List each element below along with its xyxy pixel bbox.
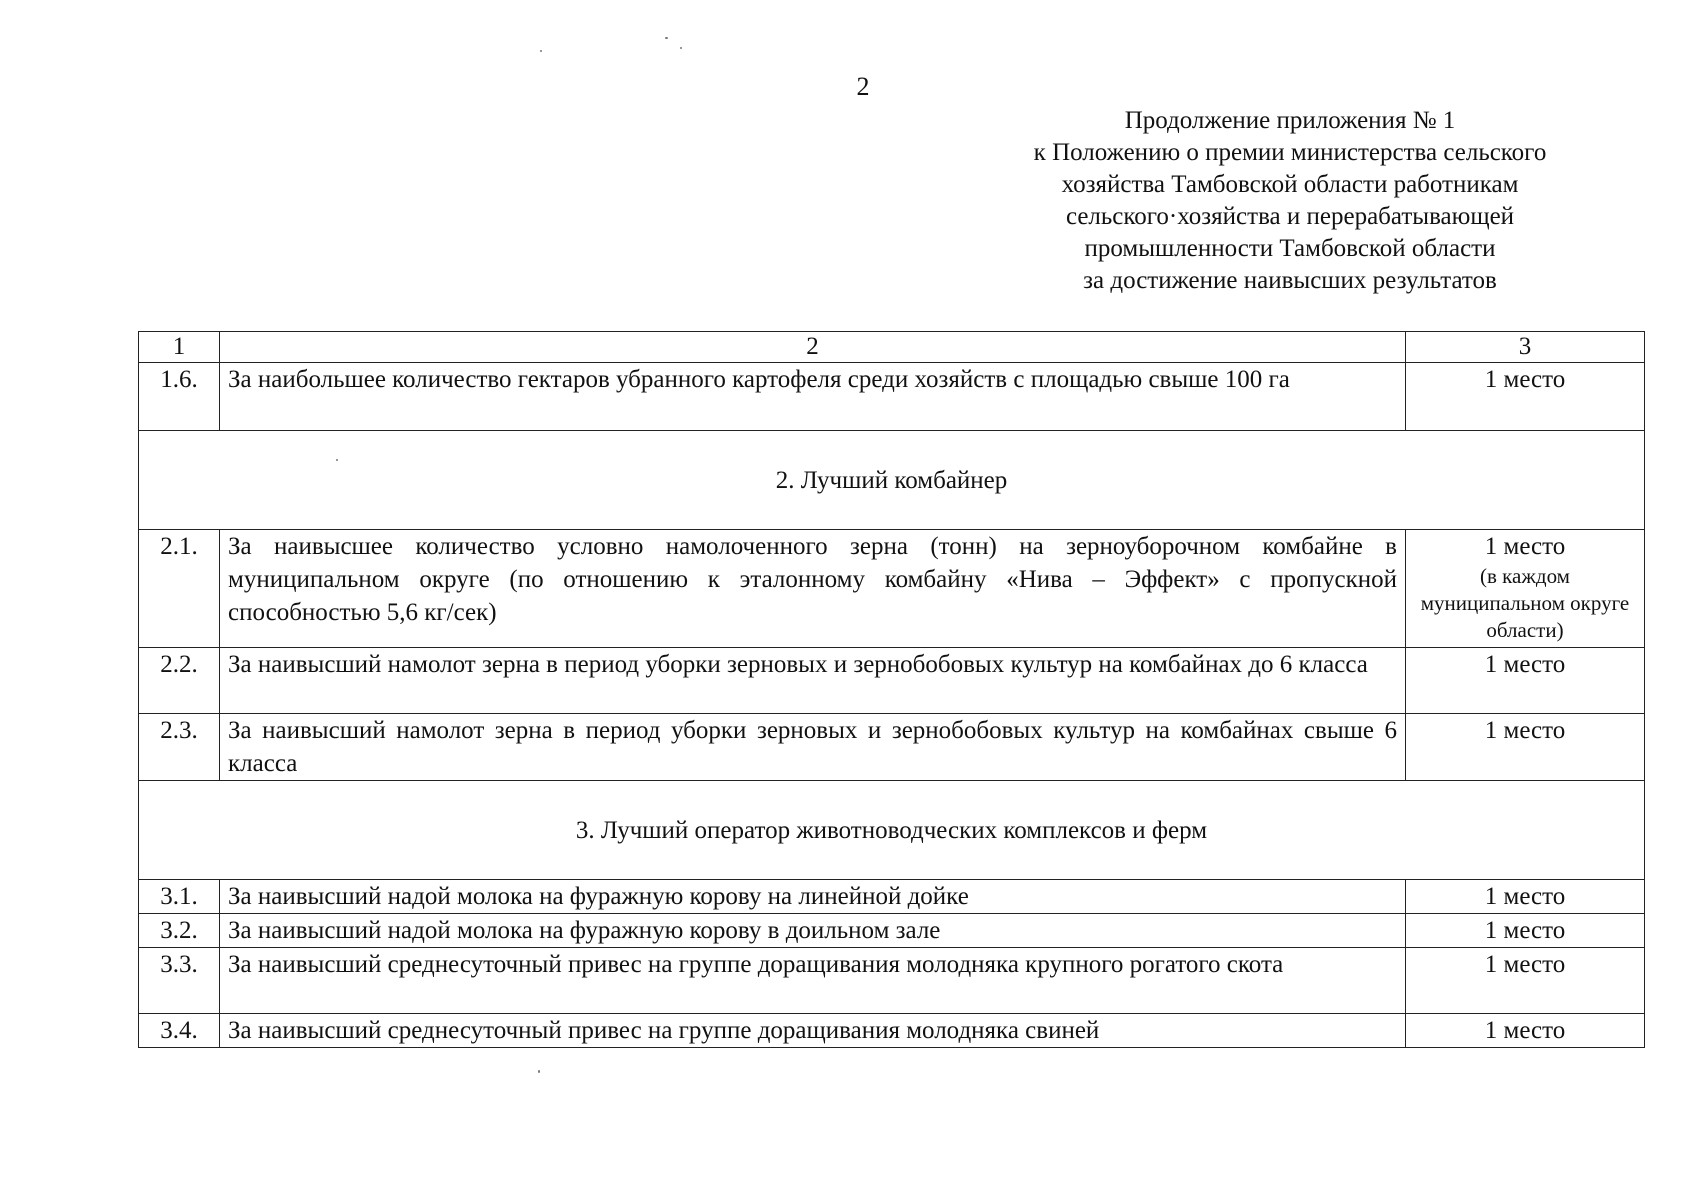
header-line: промышленности Тамбовской области	[1084, 235, 1496, 262]
item-number: 2.2.	[139, 648, 220, 714]
header-line: сельского·хозяйства и перерабатывающей	[1065, 203, 1515, 230]
section-row	[139, 431, 1645, 530]
item-number: 3.4.	[139, 1014, 220, 1048]
item-number: 2.3.	[139, 714, 220, 781]
item-text: За наивысший среднесуточный привес на группе доращивания молодняка свиней	[220, 1014, 1406, 1048]
item-place-cell	[1406, 530, 1645, 648]
item-place: 1 место	[1406, 714, 1645, 781]
item-text: За наибольшее количество гектаров убранного картофеля среди хозяйств с площадью свыше 100 га	[220, 363, 1406, 431]
section-title: 3. Лучший оператор животноводческих комплексов и ферм	[139, 781, 1645, 880]
header-line: Продолжение приложения № 1	[1124, 107, 1456, 134]
item-place-note: (в каждом муниципальном округе области)	[1420, 564, 1630, 642]
page-number: 2	[856, 72, 870, 101]
item-place: 1 место	[1484, 533, 1566, 560]
scan-speck	[665, 37, 668, 39]
table-row	[139, 914, 1645, 948]
item-text: За наивысший среднесуточный привес на группе доращивания молодняка крупного рогатого скота	[220, 948, 1406, 1014]
item-place: 1 место	[1406, 880, 1645, 914]
item-number: 1.6.	[139, 363, 220, 431]
item-number: 3.1.	[139, 880, 220, 914]
scan-speck	[538, 1070, 540, 1073]
scan-speck	[336, 459, 338, 461]
table-row	[139, 714, 1645, 781]
section-row	[139, 781, 1645, 880]
item-text: За наивысший намолот зерна в период уборки зерновых и зернобобовых культур на комбайнах до 6 класса	[220, 648, 1406, 714]
scan-speck	[540, 50, 542, 52]
item-place: 1 место	[1406, 648, 1645, 714]
appendix-header	[990, 105, 1590, 297]
item-number: 3.3.	[139, 948, 220, 1014]
item-text: За наивысший надой молока на фуражную корову на линейной дойке	[220, 880, 1406, 914]
section-title: 2. Лучший комбайнер	[139, 431, 1645, 530]
table-row	[139, 363, 1645, 431]
scan-speck	[680, 47, 682, 49]
item-place: 1 место	[1406, 914, 1645, 948]
column-header: 2	[220, 332, 1406, 363]
item-place: 1 место	[1406, 948, 1645, 1014]
item-text: За наивысший намолот зерна в период уборки зерновых и зернобобовых культур на комбайнах свыше 6 класса	[220, 714, 1406, 781]
column-header: 1	[139, 332, 220, 363]
item-number: 2.1.	[139, 530, 220, 648]
item-text: За наивысший надой молока на фуражную корову в доильном зале	[220, 914, 1406, 948]
table-row	[139, 648, 1645, 714]
table-row	[139, 1014, 1645, 1048]
header-line: к Положению о премии министерства сельского	[1033, 139, 1547, 166]
item-place: 1 место	[1406, 1014, 1645, 1048]
item-number: 3.2.	[139, 914, 220, 948]
header-line: хозяйства Тамбовской области работникам	[1061, 171, 1519, 198]
table-row	[139, 948, 1645, 1014]
awards-table	[138, 331, 1645, 1048]
table-row	[139, 530, 1645, 648]
table-row	[139, 880, 1645, 914]
header-line: за достижение наивысших результатов	[1083, 267, 1497, 294]
item-place: 1 место	[1406, 363, 1645, 431]
item-text: За наивысшее количество условно намолоченного зерна (тонн) на зерноуборочном комбайне в муниципальном округе (по отношению к эталонному комбайну «Нива – Эффект» с пропускной способностью 5,6 кг/сек)	[220, 530, 1406, 648]
table-header-row	[139, 332, 1645, 363]
column-header: 3	[1406, 332, 1645, 363]
